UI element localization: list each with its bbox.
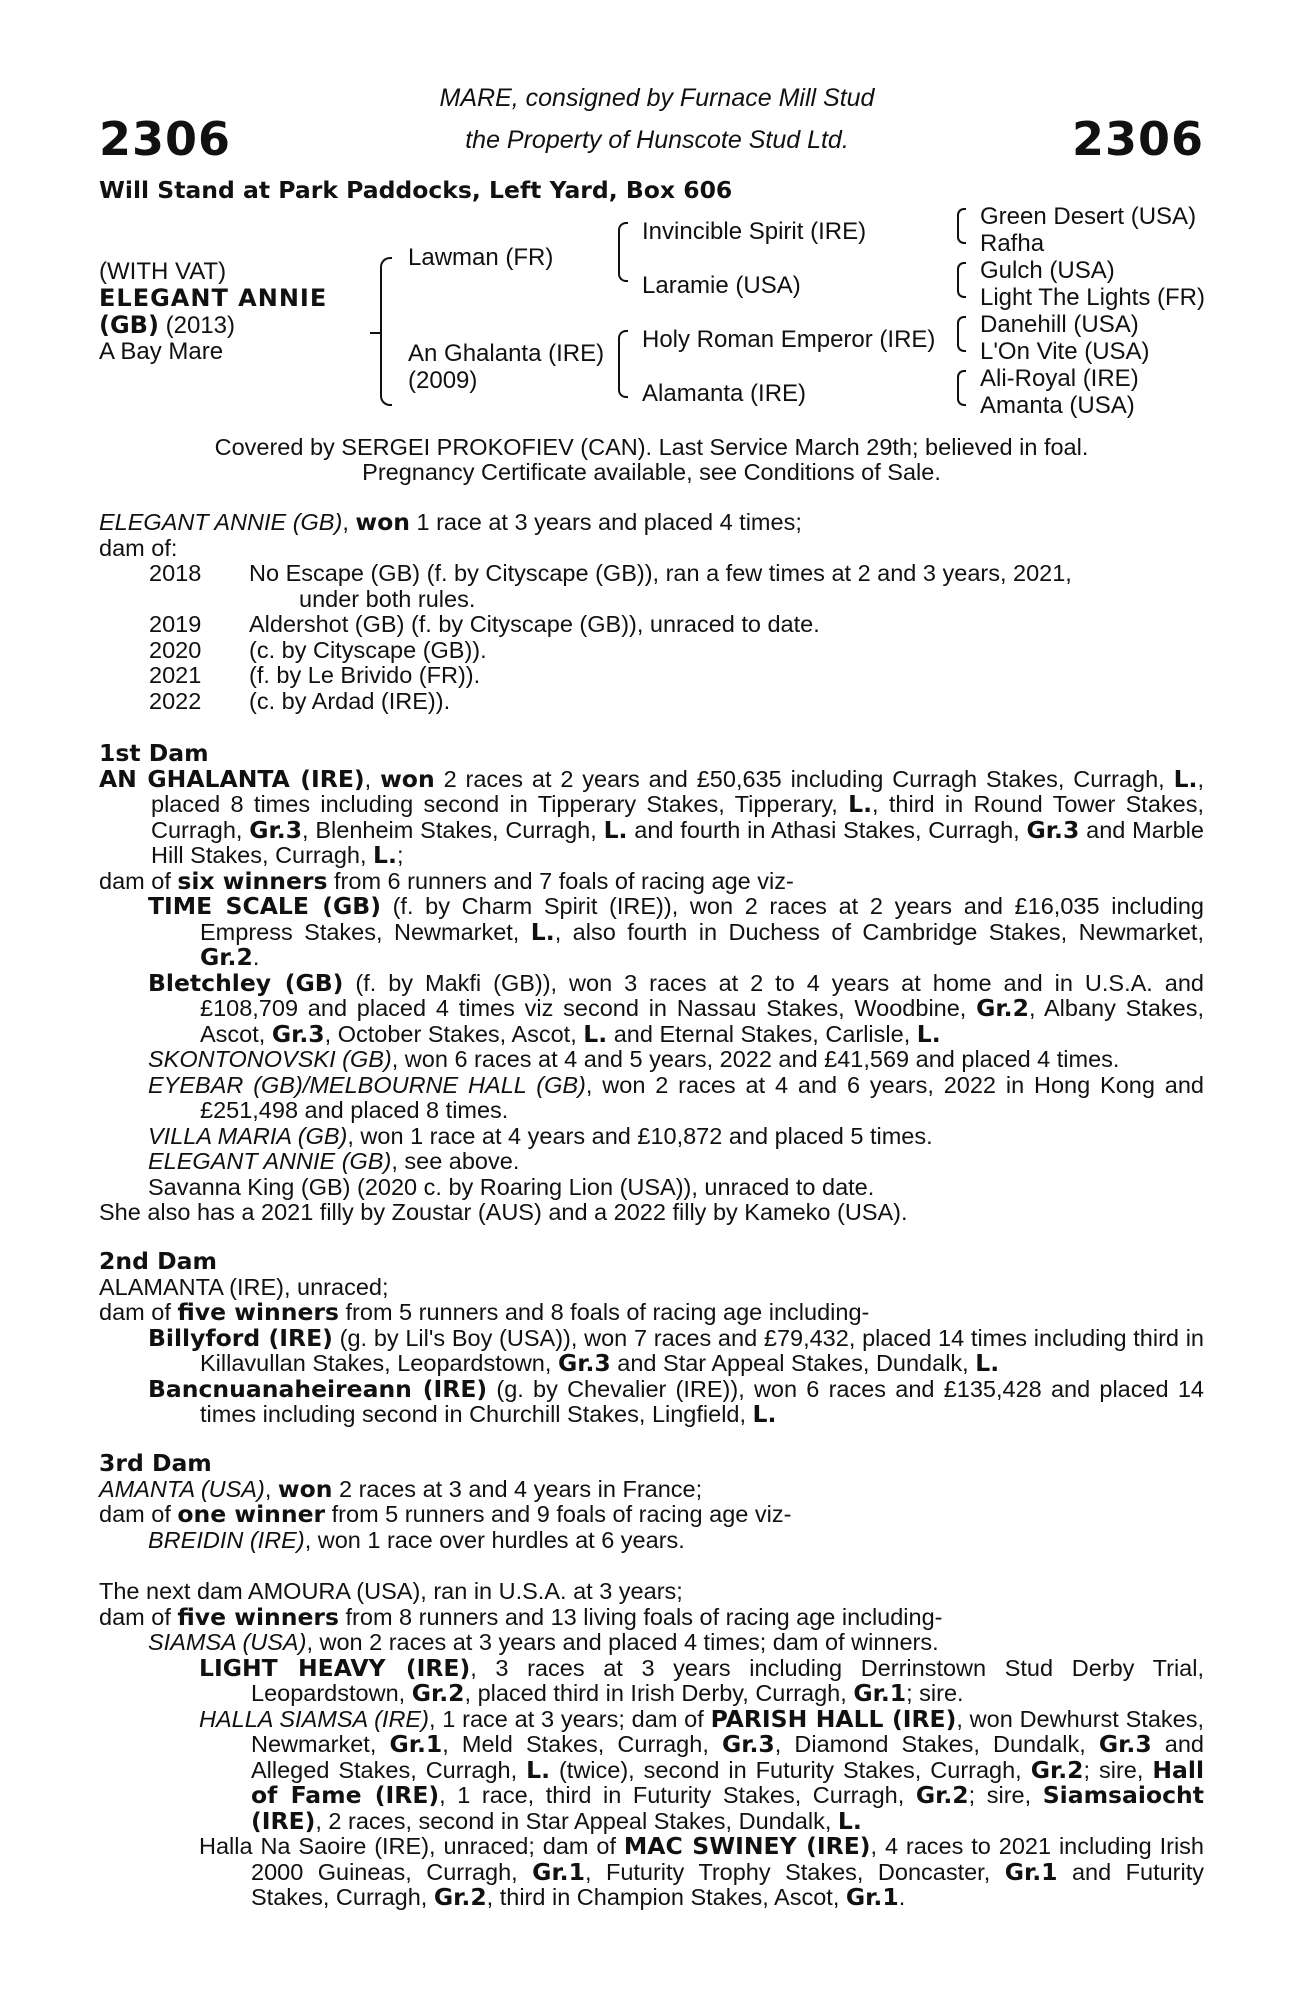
first-dam-heading: 1st Dam bbox=[99, 739, 209, 767]
first-dam-produce-summary: dam of six winners from 6 runners and 7 foals of racing age viz- bbox=[99, 866, 794, 895]
first-dam-section bbox=[99, 741, 1204, 1226]
foal-list bbox=[99, 561, 1204, 714]
pregnancy-line: Pregnancy Certificate available, see Conditions of Sale. bbox=[362, 459, 941, 485]
brace-sire bbox=[618, 222, 628, 282]
foal-year: 2019 bbox=[149, 611, 202, 637]
produce-skontonovski: SKONTONOVSKI (GB), won 6 races at 4 and 5 years, 2022 and £41,569 and placed 4 times. bbox=[148, 1046, 1120, 1072]
pedigree-dam-dam: Alamanta (IRE) bbox=[642, 380, 807, 407]
pedigree-g7: Ali-Royal (IRE) bbox=[980, 365, 1139, 392]
vat-status: (WITH VAT) bbox=[99, 258, 227, 285]
produce-halla-siamsa: HALLA SIAMSA (IRE), 1 race at 3 years; dam of PARISH HALL (IRE), won Dewhurst Stakes, Newmarket, Gr.1, Meld Stakes, Curragh, Gr.3, Diamond Stakes, Dundalk, Gr.3 and Alleged Stakes, Curragh, L. (twice), second in Futurity Stakes, Curragh, Gr.2; sire, Hall of Fame (IRE), 1 race, third in Futurity Stakes, Curragh, Gr.2; sire, Siamsaiocht (IRE), 2 races, second in Star Appeal Stakes, Dundalk, L. bbox=[199, 1704, 1204, 1835]
produce-bancnuanaheireann: Bancnuanaheireann (IRE) (g. by Chevalier (IRE)), won 6 races and £135,428 and placed 14 times including second in Churchill Stakes, Lingfield, L. bbox=[148, 1374, 1204, 1428]
foal-details bbox=[249, 689, 1204, 715]
property-line: the Property of Hunscote Stud Ltd. bbox=[465, 126, 849, 154]
foal-details bbox=[249, 561, 1204, 612]
second-dam-heading: 2nd Dam bbox=[99, 1247, 217, 1275]
foal-text: (c. by Cityscape (GB)). bbox=[249, 636, 487, 663]
horse-origin bbox=[99, 311, 235, 340]
pedigree-g5: Danehill (USA) bbox=[980, 311, 1139, 338]
foal-text: (f. by Le Brivido (FR)). bbox=[249, 662, 481, 688]
produce-siamsa: SIAMSA (USA), won 2 races at 3 years and placed 4 times; dam of winners. bbox=[148, 1629, 939, 1655]
produce-villa-maria: VILLA MARIA (GB), won 1 race at 4 years and £10,872 and placed 5 times. bbox=[148, 1122, 933, 1149]
pedigree-sire: Lawman (FR) bbox=[408, 244, 554, 271]
produce-horse-name: ELEGANT ANNIE (GB) bbox=[99, 509, 343, 535]
pedigree-g3: Gulch (USA) bbox=[980, 257, 1115, 284]
next-dam-produce-summary: dam of five winners from 8 runners and 13 living foals of racing age including- bbox=[99, 1602, 943, 1631]
horse-name: ELEGANT ANNIE bbox=[99, 284, 328, 312]
brace-g12 bbox=[957, 208, 966, 244]
pedigree-g2: Rafha bbox=[980, 230, 1045, 257]
third-dam-heading: 3rd Dam bbox=[99, 1449, 212, 1477]
foal-year: 2021 bbox=[149, 662, 202, 688]
foal-details bbox=[249, 638, 1204, 664]
pedigree-g8: Amanta (USA) bbox=[980, 392, 1135, 419]
foal-row bbox=[99, 612, 1204, 638]
foal-row bbox=[99, 663, 1204, 689]
third-dam-section: 3rd Dam AMANTA (USA), won 2 races at 3 and 4 years in France; dam of one winner from 5 runners and 9 foals of racing age viz- BREIDIN (IRE), won 1 race over hurdles at 6 years. bbox=[99, 1451, 1204, 1553]
stand-location: Will Stand at Park Paddocks, Left Yard, Box 606 bbox=[99, 176, 733, 204]
produce-billyford: Billyford (IRE) (g. by Lil's Boy (USA)), won 7 races and £79,432, placed 14 times including third in Killavullan Stakes, Leopardstown, Gr.3 and Star Appeal Stakes, Dundalk, L. bbox=[148, 1323, 1205, 1377]
produce-elegant-annie: ELEGANT ANNIE (GB), see above. bbox=[148, 1148, 520, 1174]
next-dam-line: The next dam AMOURA (USA), ran in U.S.A. at 3 years; bbox=[99, 1578, 683, 1604]
foal-details bbox=[249, 612, 1204, 638]
second-dam-section bbox=[99, 1249, 1204, 1428]
horse-description: A Bay Mare bbox=[99, 338, 224, 365]
first-dam-also: She also has a 2021 filly by Zoustar (AUS) and a 2022 filly by Kameko (USA). bbox=[99, 1199, 908, 1225]
produce-halla-na-saoire: Halla Na Saoire (IRE), unraced; dam of MAC SWINEY (IRE), 4 races to 2021 including Irish 2000 Guineas, Curragh, Gr.1, Futurity Trophy Stakes, Doncaster, Gr.1 and Futurity Stakes, Curragh, Gr.2, third in Champion Stakes, Ascot, Gr.1. bbox=[199, 1832, 1204, 1911]
pedigree-sire-dam: Laramie (USA) bbox=[642, 272, 801, 299]
foal-year: 2022 bbox=[149, 687, 202, 714]
pedigree-dam-sire: Holy Roman Emperor (IRE) bbox=[642, 326, 936, 353]
foal-year: 2018 bbox=[149, 560, 202, 586]
pedigree-g4: Light The Lights (FR) bbox=[980, 284, 1205, 311]
produce-eyebar: EYEBAR (GB)/MELBOURNE HALL (GB), won 2 races at 4 and 6 years, 2022 in Hong Kong and £251,498 and placed 8 times. bbox=[148, 1071, 1205, 1123]
foal-year: 2020 bbox=[149, 636, 202, 663]
produce-time-scale: TIME SCALE (GB) (f. by Charm Spirit (IRE)), won 2 races at 2 years and £16,035 including Empress Stakes, Newmarket, L., also fourth in Duchess of Cambridge Stakes, Newmarket, Gr.2. bbox=[148, 892, 1204, 971]
horse-year: (2013) bbox=[165, 312, 235, 339]
brace-g56 bbox=[957, 316, 966, 352]
third-dam-name: AMANTA (USA) bbox=[99, 1475, 265, 1502]
foal-details bbox=[249, 663, 1204, 689]
covered-line: Covered by SERGEI PROKOFIEV (CAN). Last Service March 29th; believed in foal. bbox=[214, 434, 1089, 460]
foal-text-continued: under both rules. bbox=[299, 585, 476, 612]
first-dam-record: AN GHALANTA (IRE), won 2 races at 2 years and £50,635 including Curragh Stakes, Curragh, L., placed 8 times including second in Tipperary Stakes, Tipperary, L., third in Round Tower Stakes, Curragh, Gr.3, Blenheim Stakes, Curragh, L. and fourth in Athasi Stakes, Curragh, Gr.3 and Marble Hill Stakes, Curragh, L.; bbox=[99, 764, 1204, 869]
brace-g78 bbox=[957, 370, 966, 406]
second-dam-produce-summary: dam of five winners from 5 runners and 8 foals of racing age including- bbox=[99, 1298, 870, 1326]
pedigree-dam-year: (2009) bbox=[408, 367, 478, 394]
next-dam-section bbox=[99, 1579, 1204, 1911]
brace-dam bbox=[618, 330, 628, 398]
produce-savanna-king: Savanna King (GB) (2020 c. by Roaring Lion (USA)), unraced to date. bbox=[148, 1173, 875, 1200]
produce-breidin: BREIDIN (IRE), won 1 race over hurdles at 6 years. bbox=[148, 1526, 685, 1553]
second-dam-line: ALAMANTA (IRE), unraced; bbox=[99, 1273, 389, 1300]
pedigree-g6: L'On Vite (USA) bbox=[980, 338, 1150, 365]
produce-won: won bbox=[355, 508, 410, 536]
foal-text: Aldershot (GB) (f. by Cityscape (GB)), unraced to date. bbox=[249, 611, 820, 637]
brace-main-bottom bbox=[380, 334, 392, 406]
third-dam-produce-summary: dam of one winner from 5 runners and 9 foals of racing age viz- bbox=[99, 1500, 792, 1528]
lot-number-left: 2306 bbox=[99, 112, 232, 166]
consignment-line: MARE, consigned by Furnace Mill Stud bbox=[439, 84, 875, 112]
horse-country: (GB) bbox=[99, 311, 159, 339]
produce-light-heavy: LIGHT HEAVY (IRE), 3 races at 3 years including Derrinstown Stud Derby Trial, Leopardstown, Gr.2, placed third in Irish Derby, Curragh, Gr.1; sire. bbox=[199, 1653, 1204, 1707]
brace-g34 bbox=[957, 262, 966, 298]
foal-text: (c. by Ardad (IRE)). bbox=[249, 687, 451, 714]
pedigree-g1: Green Desert (USA) bbox=[980, 203, 1197, 230]
produce-record: ELEGANT ANNIE (GB), won 1 race at 3 years and placed 4 times; dam of: 2018 No Escape (GB) (f. by Cityscape (GB)), ran a few times at 2 and 3 years, 2021, under both rules. 2019 Aldershot (GB) (f. by Cityscape (GB)), unraced to date. 2020 (c. by Cityscape (GB)). 2021 (f. by Le Brivido (FR)). 2022 (c. by Ardad (IRE)). bbox=[99, 510, 1204, 714]
produce-bletchley: Bletchley (GB) (f. by Makfi (GB)), won 3 races at 2 to 4 years at home and in U.S.A. and £108,709 and placed 4 times viz second in Nassau Stakes, Woodbine, Gr.2, Albany Stakes, Ascot, Gr.3, October Stakes, Ascot, L. and Eternal Stakes, Carlisle, L. bbox=[148, 968, 1204, 1048]
produce-dam-of: dam of: bbox=[99, 534, 178, 561]
foal-row bbox=[99, 638, 1204, 664]
foal-row bbox=[99, 561, 1204, 612]
pedigree-sire-sire: Invincible Spirit (IRE) bbox=[642, 218, 867, 245]
brace-main-top bbox=[380, 257, 392, 334]
foal-row bbox=[99, 689, 1204, 715]
lot-number-right: 2306 bbox=[1071, 112, 1204, 166]
pedigree-dam-name: An Ghalanta (IRE) bbox=[408, 340, 605, 367]
foal-text: No Escape (GB) (f. by Cityscape (GB)), ran a few times at 2 and 3 years, 2021, bbox=[249, 560, 1072, 586]
